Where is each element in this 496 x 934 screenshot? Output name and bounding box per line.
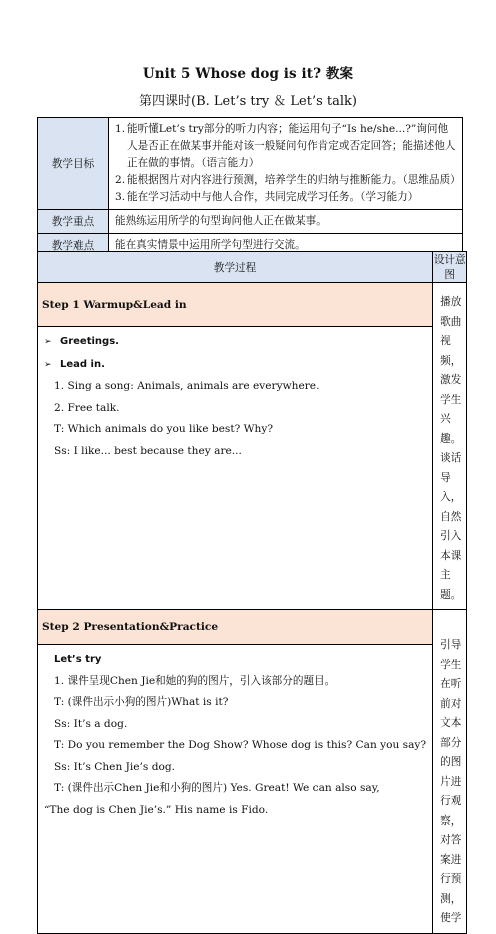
process-table <box>37 251 467 934</box>
list-item: ➢ Greetings. <box>44 331 426 354</box>
page-title: Unit 5 Whose dog is it? 教案 <box>142 66 354 82</box>
goal-item: 3. 能在学习活动中与他人合作，共同完成学习任务。（学习能力） <box>115 191 419 203</box>
list-item: ➢ Lead in. <box>44 354 426 377</box>
list-item: T: Which animals do you like best? Why? <box>54 423 274 436</box>
process-header: 教学过程 <box>38 252 433 283</box>
arrow-bullet-icon: ➢ <box>44 337 52 348</box>
list-item: 1. Sing a song: Animals, animals are everywhere. <box>54 380 320 393</box>
list-item: 2. Free talk. <box>54 401 120 414</box>
goals-label: 教学目标 <box>38 118 109 210</box>
list-item: Ss: It’s Chen Jie’s dog. <box>54 760 176 773</box>
difficulty-text: 能在真实情景中运用所学句型进行交流。 <box>109 234 463 258</box>
goal-item: 2. 能根据图片对内容进行预测，培养学生的归纳与推断能力。（思维品质） <box>115 174 461 186</box>
step1-body <box>38 327 433 610</box>
list-item: T: (课件出示小狗的图片)What is it? <box>54 696 229 709</box>
list-item: T: Do you remember the Dog Show? Whose dog is this? Can you say? <box>54 739 427 752</box>
list-item: “The dog is Chen Jie’s.” His name is Fido. <box>44 803 269 816</box>
key-label: 教学重点 <box>38 210 109 234</box>
goals-cell <box>109 118 463 210</box>
list-item: 1. 课件呈现Chen Jie和她的狗的图片，引入该部分的题目。 <box>54 674 336 687</box>
page-subtitle: 第四课时(B. Let’s try ＆ Let’s talk) <box>139 94 357 109</box>
difficulty-label: 教学难点 <box>38 234 109 258</box>
arrow-bullet-icon: ➢ <box>44 359 52 370</box>
step2-title: Step 2 Presentation&Practice <box>38 610 433 645</box>
intent-header: 设计意图 <box>433 252 467 283</box>
info-table <box>37 117 463 258</box>
step2-body <box>38 645 433 933</box>
section-label: Let’s try <box>54 654 102 666</box>
step2-intent: 引导学生在听前对文本部分的图片进行观察，对答案进行预测，使学 <box>433 610 467 934</box>
step1-title: Step 1 Warmup&Lead in <box>38 283 433 327</box>
key-text: 能熟练运用所学的句型询问他人正在做某事。 <box>109 210 463 234</box>
list-item: Ss: I like... best because they are... <box>54 444 242 457</box>
goal-item: 1. 能听懂Let’s try部分的听力内容；能运用句子“Is he/she...?”询问他人是否正在做某事并能对该一般疑问句作肯定或否定回答；能描述他人正在做的事情。（语言能力） <box>115 123 456 169</box>
list-item: T: (课件出示Chen Jie和小狗的图片) Yes. Great! We can also say, <box>54 782 380 795</box>
list-item: Ss: It’s a dog. <box>54 717 128 730</box>
step1-intent: 播放歌曲视频，激发学生兴趣。谈话导入，自然引入本课主题。 <box>433 283 467 610</box>
